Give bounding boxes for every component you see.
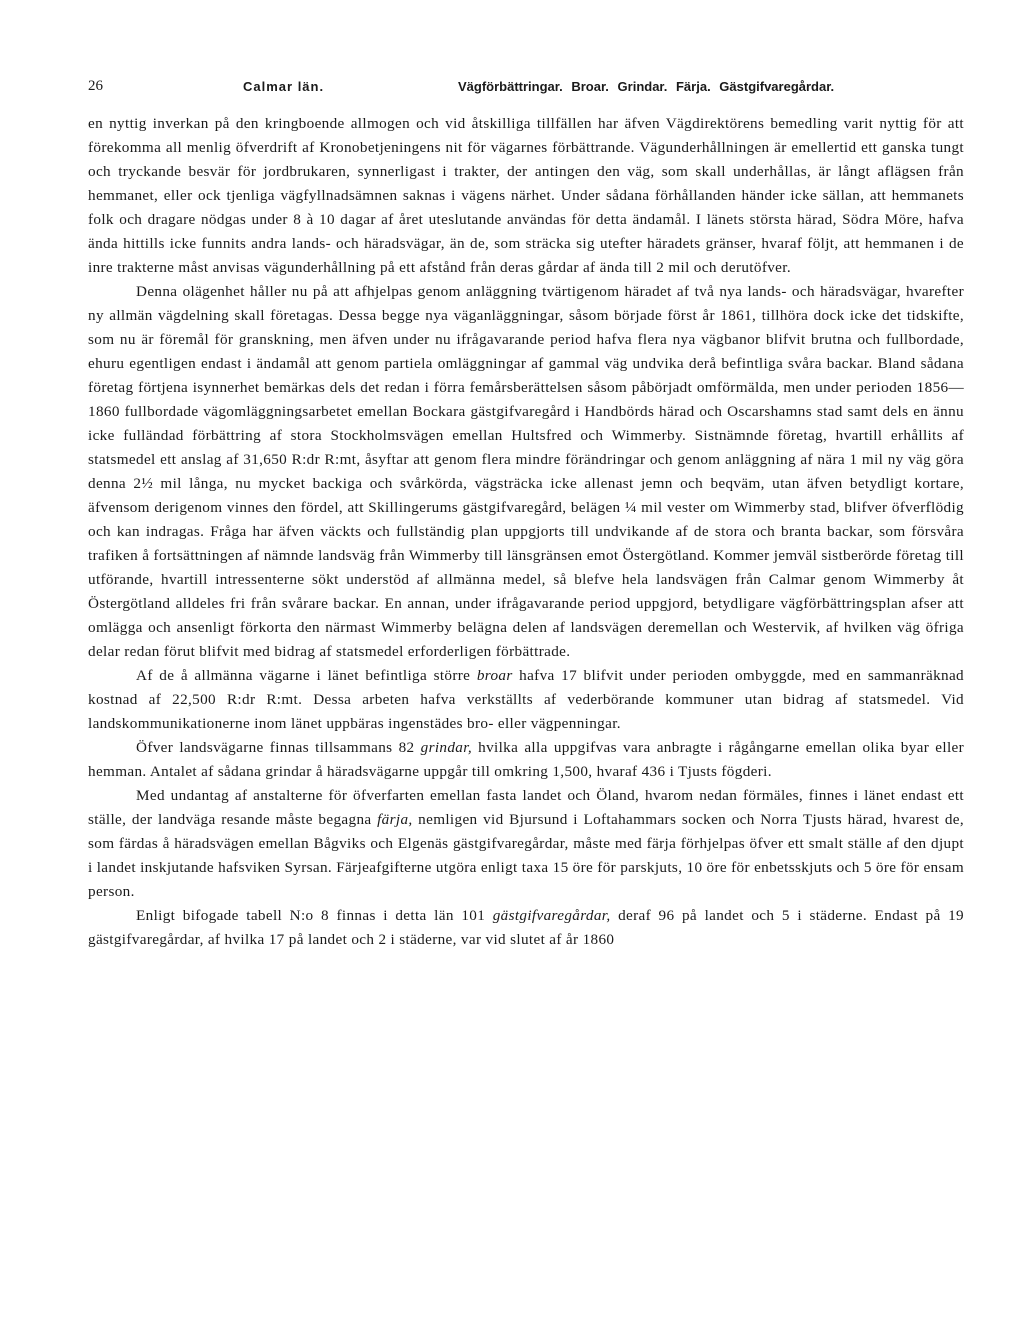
text-run: hvilka alla uppgifvas vara anbragte i rågångarne emellan olika byar eller hemman. Antalet af sådana grindar å häradsvägarne uppgår till omkring 1,500, hvaraf 436 i Tjusts fögderi.	[88, 739, 965, 780]
text-run: hafva 17 blifvit under perioden ombyggde, med en sammanräknad kostnad af 22,500 R:dr R:mt. Dessa arbeten hafva verkställts af vederbörande kommuner utan bidrag af statsmedel. Vid landskommunikationerne inom länet uppbäras ingenstädes bro- eller vägpenningar.	[88, 667, 964, 732]
paragraph	[88, 904, 964, 952]
page-number: 26	[88, 78, 103, 94]
document-page	[88, 72, 964, 952]
italic-term: broar	[476, 667, 513, 684]
paragraph	[88, 736, 964, 784]
text-run: Af de å allmänna vägarne i länet befintliga större	[136, 667, 477, 684]
paragraph	[88, 784, 964, 904]
paragraph	[88, 664, 964, 736]
county-title: Calmar län.	[243, 79, 325, 94]
text-run: Öfver landsvägarne finnas tillsammans 82	[136, 739, 421, 756]
body-text	[88, 112, 964, 952]
italic-term: grindar,	[420, 739, 472, 756]
italic-term: färja,	[377, 811, 413, 828]
text-run: deraf 96 på landet och 5 i städerne. Endast på 19 gästgifvaregårdar, af hvilka 17 på landet och 2 i städerne, var vid slutet af år 1860	[88, 907, 964, 948]
running-header	[88, 72, 964, 102]
paragraph	[88, 112, 964, 280]
text-run: Med undantag af anstalterne för öfverfarten emellan fasta landet och Öland, hvarom nedan förmäles, finnes i länet endast ett ställe, der landväga resande måste begagna	[88, 787, 964, 828]
text-run: Denna olägenhet håller nu på att afhjelpas genom anläggning tvärtigenom häradet af två nya lands- och häradsvägar, hvarefter ny allmän vägdelning skall företagas. Dessa begge nya väganläggningar, såsom började först år 1861, tillhöra dock icke det tidskifte, som nu är föremål för granskning, men äfven under nu ifrågavarande period hafva flera nya vägbanor blifvit brutna och fullbordade, ehuru egentligen endast i ändamål att genom partiela omläggningar af gammal väg undvika derå befintliga svåra backar. Bland sådana företag förtjena isynnerhet bemärkas dels det redan i förra femårsberättelsen såsom påbörjadt omförmälda, men under perioden 1856—1860 fullbordade vägomläggningsarbetet emellan Bockara gästgifvaregård i Handbörds härad och Oscarshamns stad samt dels en ännu icke fulländad förbättring af stora Stockholmsvägen emellan Hultsfred och Wimmerby. Sistnämnde företag, hvartill erhållits af statsmedel ett anslag af 31,650 R:dr R:mt, åsyftar att genom flera mindre förändringar och genom anläggning af nära 1 mil ny väg göra denna 2½ mil långa, nu mycket backiga och svårkörda, vägsträcka icke allenast jemn och beqväm, utan äfven betydligt kortare, äfvensom derigenom vinnes den fördel, att Skillingerums gästgifvaregård, belägen ¼ mil vester om Wimmerby stad, blifver öfverflödig och kan indragas. Fråga har äfven väckts och fullständig plan uppgjorts till undvikande af de stora och branta backar, som försvåra trafiken å fortsättningen af nämnde landsväg från Wimmerby till länsgränsen emot Östergötland. Kommer jemväl sistberörde företag till utförande, hvartill intressenterne sökt understöd af allmänna medel, så blefve hela landsvägen från Calmar genom Wimmerby åt Östergötland alldeles fri från svårare backar. En annan, under ifrågavarande period uppgjord, betydligare vägförbättringsplan afser att omlägga och ansenligt förkorta den närmast Wimmerby belägna delen af landsvägen deremellan och Westervik, af hvilken väg öfriga delar redan förut blifvit med bidrag af statsmedel erforderligen förbättrade.	[88, 283, 964, 660]
italic-term: gästgifvaregårdar,	[492, 907, 611, 924]
paragraph	[88, 280, 964, 664]
section-topics: Vägförbättringar. Broar. Grindar. Färja. Gästgifvaregårdar.	[458, 79, 835, 94]
text-run: nemligen vid Bjursund i Loftahammars socken och Norra Tjusts härad, hvarest de, som färdas å häradsvägen emellan Bågviks och Elgenäs gästgifvaregårdar, måste med färja förhjelpas öfver ett smalt ställe af den djupt i landet inskjutande hafsviken Syrsan. Färjeafgifterne utgöra enligt taxa 15 öre för parskjuts, 10 öre för enbetsskjuts och 5 öre för ensam person.	[88, 811, 965, 900]
text-run: Enligt bifogade tabell N:o 8 finnas i detta län 101	[136, 907, 493, 924]
text-run: en nyttig inverkan på den kringboende allmogen och vid åtskilliga tillfällen har äfven Vägdirektörens bemedling varit nyttig för att förekomma all menlig öfverdrift af Kronobetjeningens nit för vägarnes förbättrande. Vägunderhållningen är emellertid ett ganska tungt och tryckande besvär för jordbrukaren, synnerligast i trakter, der antingen den väg, som skall underhållas, är långt aflägsen från hemmanet, eller ock tjenliga vägfyllnadsämnen saknas i vägens närhet. Under sådana förhållanden händer icke sällan, att hemmanets folk och dragare nödgas under 8 à 10 dagar af året uteslutande användas för detta ändamål. I länets största härad, Södra Möre, hafva ända hittills icke funnits andra lands- och häradsvägar, än de, som sträcka sig utefter häradets gränser, hvaraf följt, att hemmanen i de inre trakterne måst anvisas vägunderhållning på ett afstånd från deras gårdar af ända till 2 mil och derutöfver.	[88, 115, 964, 276]
